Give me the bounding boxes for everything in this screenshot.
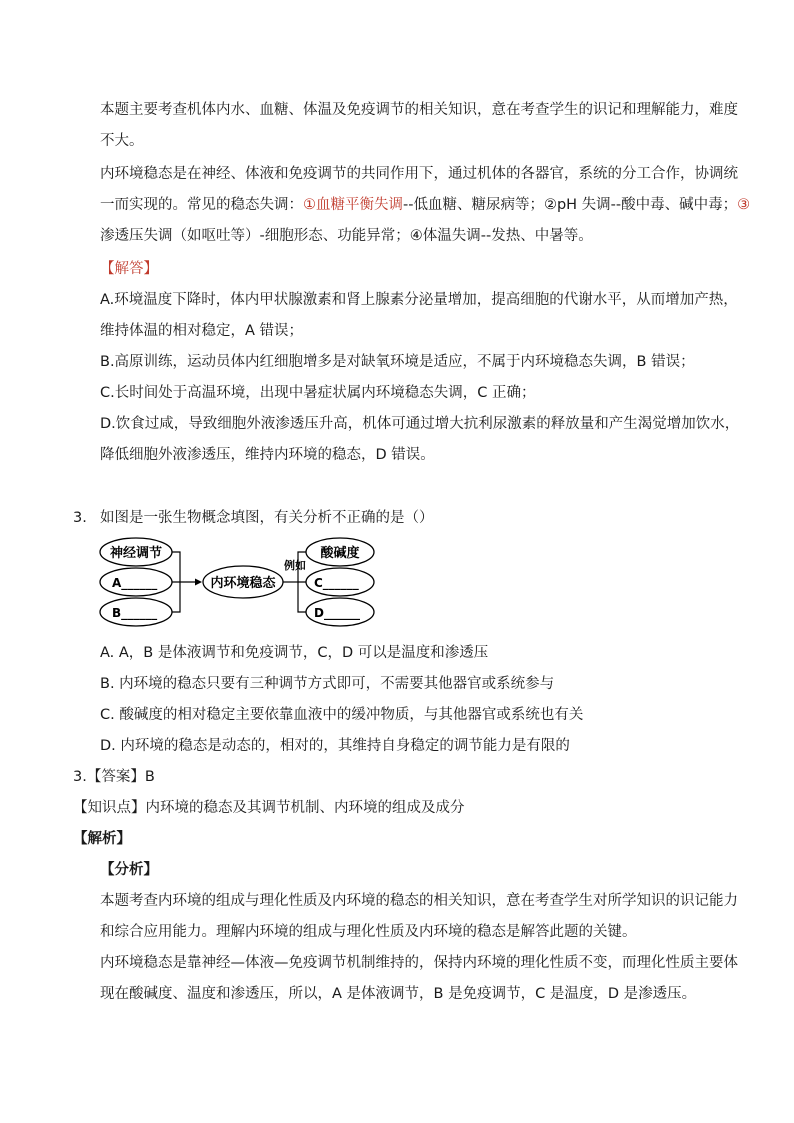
answer-line: 降低细胞外液渗透压，维持内环境的稳态，D 错误。 (100, 447, 435, 463)
answer-header: 【解答】 (100, 261, 158, 277)
left-bracket (172, 552, 180, 612)
explanation-line (100, 195, 750, 215)
concept-map-diagram (98, 535, 378, 630)
question-stem: 如图是一张生物概念填图，有关分析不正确的是（） (100, 510, 434, 526)
analysis-line: 现在酸碱度、温度和渗透压，所以，A 是体液调节，B 是免疫调节，C 是温度，D 是渗透压。 (100, 986, 697, 1002)
explanation-line: 本题主要考查机体内水、血糖、体温及免疫调节的相关知识，意在考查学生的识记和理解能力，难度 (100, 102, 738, 118)
right-label-c: C______ (314, 576, 359, 590)
option-c[interactable]: C. 酸碱度的相对稳定主要依靠血液中的缓冲物质，与其他器官或系统也有关 (100, 707, 584, 723)
analysis-header: 【解析】 (73, 831, 131, 847)
center-label: 内环境稳态 (210, 576, 276, 591)
answer-line: D.饮食过咸，导致细胞外液渗透压升高，机体可通过增大抗利尿激素的释放量和产生渴觉增加饮水， (100, 416, 740, 432)
text-segment: 一而实现的。常见的稳态失调： (100, 197, 303, 213)
left-label-b: B______ (112, 606, 158, 620)
arrow-head-icon (195, 579, 202, 586)
left-label-a: A______ (112, 576, 158, 590)
answer-line: C.长时间处于高温环境，出现中暑症状属内环境稳态失调，C 正确； (100, 385, 536, 401)
right-label-ph: 酸碱度 (320, 546, 360, 561)
option-d[interactable]: D. 内环境的稳态是动态的，相对的，其维持自身稳定的调节能力是有限的 (100, 738, 570, 754)
example-label: 例如 (284, 559, 306, 572)
answer-label: 3.【答案】B (73, 769, 155, 785)
highlight-text: ①血糖平衡失调 (303, 197, 403, 213)
question-number: 3. (73, 510, 87, 526)
analysis-line: 内环境稳态是靠神经—体液—免疫调节机制维持的，保持内环境的理化性质不变，而理化性质主要体 (100, 955, 738, 971)
answer-line: A.环境温度下降时，体内甲状腺激素和肾上腺素分泌量增加，提高细胞的代谢水平，从而增加产热， (100, 292, 738, 308)
text-segment: --低血糖、糖尿病等；②pH 失调--酸中毒、碱中毒； (403, 197, 738, 213)
option-a[interactable]: A. A，B 是体液调节和免疫调节，C，D 可以是温度和渗透压 (100, 645, 489, 661)
knowledge-point: 【知识点】内环境的稳态及其调节机制、内环境的组成及成分 (73, 800, 465, 816)
right-label-d: D______ (314, 606, 360, 620)
left-label-neural: 神经调节 (109, 546, 163, 561)
sub-header: 【分析】 (100, 862, 158, 878)
explanation-line: 内环境稳态是在神经、体液和免疫调节的共同作用下，通过机体的各器官，系统的分工合作，协调统 (100, 166, 738, 182)
highlight-text: ③ (737, 197, 751, 213)
explanation-line: 不大。 (100, 133, 144, 149)
explanation-line: 渗透压失调（如呕吐等）-细胞形态、功能异常；④体温失调--发热、中暑等。 (100, 228, 593, 244)
answer-line: B.高原训练，运动员体内红细胞增多是对缺氧环境是适应，不属于内环境稳态失调，B 错误； (100, 354, 695, 370)
option-b[interactable]: B. 内环境的稳态只要有三种调节方式即可，不需要其他器官或系统参与 (100, 676, 555, 692)
analysis-line: 和综合应用能力。理解内环境的组成与理化性质及内环境的稳态是解答此题的关键。 (100, 924, 637, 940)
analysis-line: 本题考查内环境的组成与理化性质及内环境的稳态的相关知识，意在考查学生对所学知识的识记能力 (100, 893, 738, 909)
answer-line: 维持体温的相对稳定，A 错误； (100, 323, 304, 339)
